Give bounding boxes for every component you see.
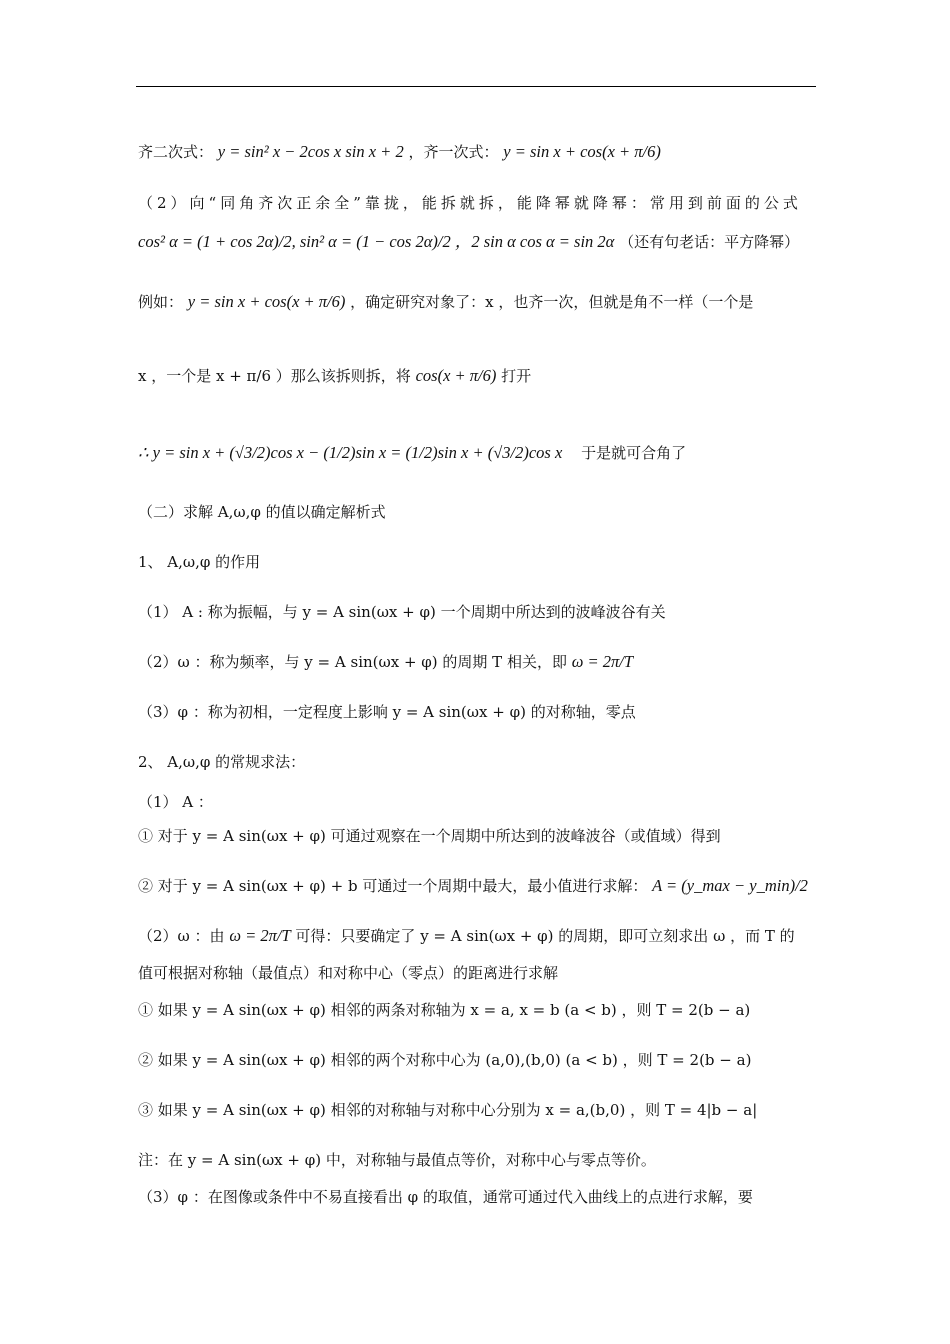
expand-text: x ，一个是 x + π/6 ）那么该拆则拆，将 (138, 367, 411, 385)
item-frequency (138, 652, 818, 672)
note-power-reduction: （还有句老话：平方降幂） (619, 233, 800, 251)
formula-amplitude: A = (y_max − y_min)/2 (652, 876, 808, 895)
subsection-2-heading: 2、 A,ω,φ 的常规求法： (138, 753, 306, 771)
line-homogeneous-forms (138, 142, 818, 162)
line-expand (138, 366, 818, 386)
note-equivalence: 注：在 y = A sin(ωx + φ) 中，对称轴与最值点等价，对称中心与零点等价。 (138, 1151, 656, 1169)
method-2-text: ② 对于 y = A sin(ωx + φ) + b 可通过一个周期中最大，最小值进行求解： (138, 877, 648, 895)
combine-text: 于是就可合角了 (581, 444, 687, 462)
formula-combine: ∴ y = sin x + (√3/2)cos x − (1/2)sin x = (1/2)sin x + (√3/2)cos x (138, 443, 563, 462)
line-example (138, 292, 818, 312)
frequency-text: （2）ω ：称为频率，与 y = A sin(ωx + φ) 的周期 T 相关，即 (138, 653, 567, 671)
section-heading-two: （二）求解 A,ω,φ 的值以确定解析式 (138, 503, 386, 521)
expand-suffix: 打开 (501, 367, 532, 385)
case-two-axes: ① 如果 y = A sin(ωx + φ) 相邻的两条对称轴为 x = a, x = b (a < b) ，则 T = 2(b − a) (138, 1001, 751, 1019)
formula-omega-2: ω = 2π/T (229, 926, 291, 945)
item-amplitude: （1） A : 称为振幅，与 y = A sin(ωx + φ) 一个周期中所达到的波峰波谷有关 (138, 603, 666, 621)
formula-power-reduction: cos² α = (1 + cos 2α)/2, sin² α = (1 − cos 2α)/2 ，2 sin α cos α = sin 2α (138, 232, 615, 251)
item-omega-heading (138, 926, 818, 946)
example-text: ，确定研究对象了：x ，也齐一次，但就是角不一样（一个是 (350, 293, 754, 311)
omega-text-b: 可得：只要确定了 y = A sin(ωx + φ) 的周期，即可立刻求出 ω ，而 T 的 (295, 927, 795, 945)
label-quadratic: 齐二次式： (138, 143, 214, 161)
formula-omega: ω = 2π/T (571, 652, 634, 671)
item-phase: （3）φ ：称为初相，一定程度上影响 y = A sin(ωx + φ) 的对称轴，零点 (138, 703, 636, 721)
item-A-heading: （1） A ： (138, 793, 213, 811)
case-two-centers: ② 如果 y = A sin(ωx + φ) 相邻的两个对称中心为 (a,0),(b,0) (a < b) ，则 T = 2(b − a) (138, 1051, 752, 1069)
label-linear: ，齐一次式： (408, 143, 499, 161)
item-A-method-2 (138, 876, 818, 896)
formula-example: y = sin x + cos(x + π/6) (187, 292, 346, 311)
formula-quadratic: y = sin² x − 2cos x sin x + 2 (217, 142, 404, 161)
formula-expand: cos(x + π/6) (415, 366, 497, 385)
line-strategy: （2）向“同角齐次正余全”靠拢，能拆就拆，能降幂就降幂：常用到前面的公式 (138, 194, 802, 212)
item-phi: （3）φ ：在图像或条件中不易直接看出 φ 的取值，通常可通过代入曲线上的点进行求解，要 (138, 1188, 753, 1206)
example-prefix: 例如： (138, 293, 184, 311)
item-omega-continued: 值可根据对称轴（最值点）和对称中心（零点）的距离进行求解 (138, 964, 559, 982)
item-A-method-1: ① 对于 y = A sin(ωx + φ) 可通过观察在一个周期中所达到的波峰波谷（或值域）得到 (138, 827, 721, 845)
formula-linear: y = sin x + cos(x + π/6) (503, 142, 661, 161)
line-combine (138, 443, 818, 463)
header-rule (136, 86, 816, 87)
line-power-reduction (138, 232, 818, 252)
case-axis-center: ③ 如果 y = A sin(ωx + φ) 相邻的对称轴与对称中心分别为 x = a,(b,0) ，则 T = 4|b − a| (138, 1101, 758, 1119)
omega-text-a: （2）ω ：由 (138, 927, 225, 945)
subsection-1-heading: 1、 A,ω,φ 的作用 (138, 553, 261, 571)
